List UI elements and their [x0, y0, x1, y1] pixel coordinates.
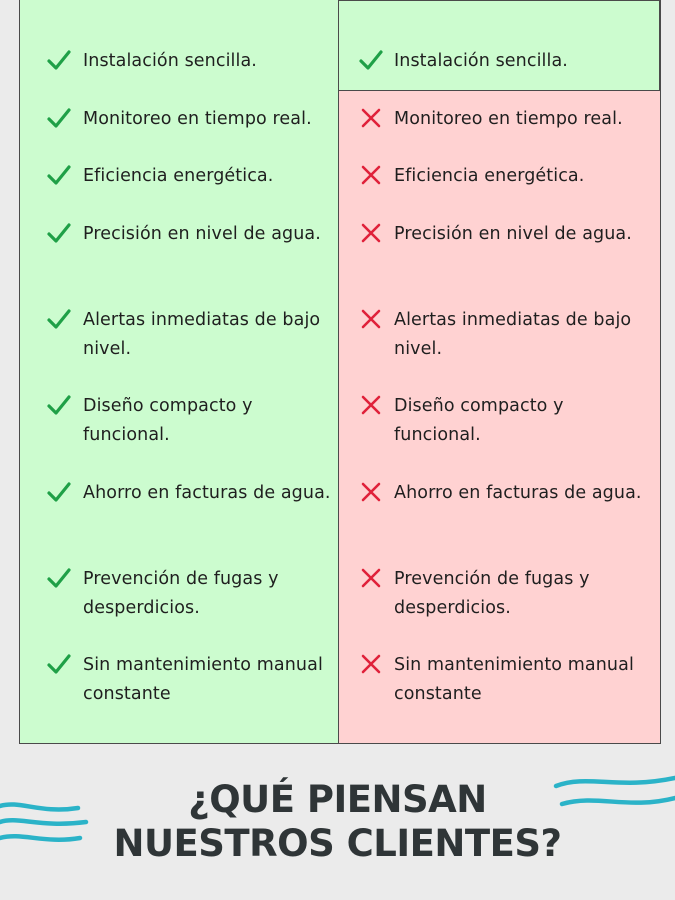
- item-label: Alertas inmediatas de bajo nivel.: [394, 310, 632, 359]
- item-label: Ahorro en facturas de agua.: [394, 483, 642, 503]
- item-label: Alertas inmediatas de bajo nivel.: [83, 310, 321, 359]
- page-title: [0, 778, 675, 866]
- right-column: [338, 0, 660, 743]
- item-label: Instalación sencilla.: [83, 51, 257, 71]
- title-line-2: NUESTROS CLIENTES?: [113, 822, 562, 865]
- left-column: [20, 0, 338, 743]
- item-label: Eficiencia energética.: [83, 166, 274, 186]
- highlight-cell: [339, 0, 660, 91]
- item-label: Eficiencia energética.: [394, 166, 585, 186]
- item-label: Ahorro en facturas de agua.: [83, 483, 331, 503]
- cross-icon: [358, 220, 384, 246]
- item-label: Diseño compacto y funcional.: [394, 396, 564, 445]
- check-icon: [46, 47, 72, 73]
- cross-icon: [358, 479, 384, 505]
- cross-icon: [358, 306, 384, 332]
- item-label: Monitoreo en tiempo real.: [83, 109, 312, 129]
- item-label: Monitoreo en tiempo real.: [394, 109, 623, 129]
- check-icon: [46, 220, 72, 246]
- item-label: Diseño compacto y funcional.: [83, 396, 253, 445]
- item-label: Instalación sencilla.: [394, 51, 568, 71]
- item-label: Sin mantenimiento manual constante: [83, 655, 323, 704]
- cross-icon: [358, 392, 384, 418]
- item-label: Precisión en nivel de agua.: [83, 224, 321, 244]
- cross-icon: [358, 651, 384, 677]
- check-icon: [46, 651, 72, 677]
- check-icon: [46, 479, 72, 505]
- item-label: Sin mantenimiento manual constante: [394, 655, 634, 704]
- cross-icon: [358, 105, 384, 131]
- check-icon: [46, 392, 72, 418]
- check-icon: [46, 306, 72, 332]
- cross-icon: [358, 565, 384, 591]
- item-label: Precisión en nivel de agua.: [394, 224, 632, 244]
- comparison-table: [19, 0, 661, 744]
- check-icon: [46, 565, 72, 591]
- check-icon: [46, 105, 72, 131]
- title-line-1: ¿QUÉ PIENSAN: [188, 778, 487, 821]
- item-label: Prevención de fugas y desperdicios.: [394, 569, 590, 618]
- cross-icon: [358, 162, 384, 188]
- check-icon: [358, 47, 384, 73]
- check-icon: [46, 162, 72, 188]
- item-label: Prevención de fugas y desperdicios.: [83, 569, 279, 618]
